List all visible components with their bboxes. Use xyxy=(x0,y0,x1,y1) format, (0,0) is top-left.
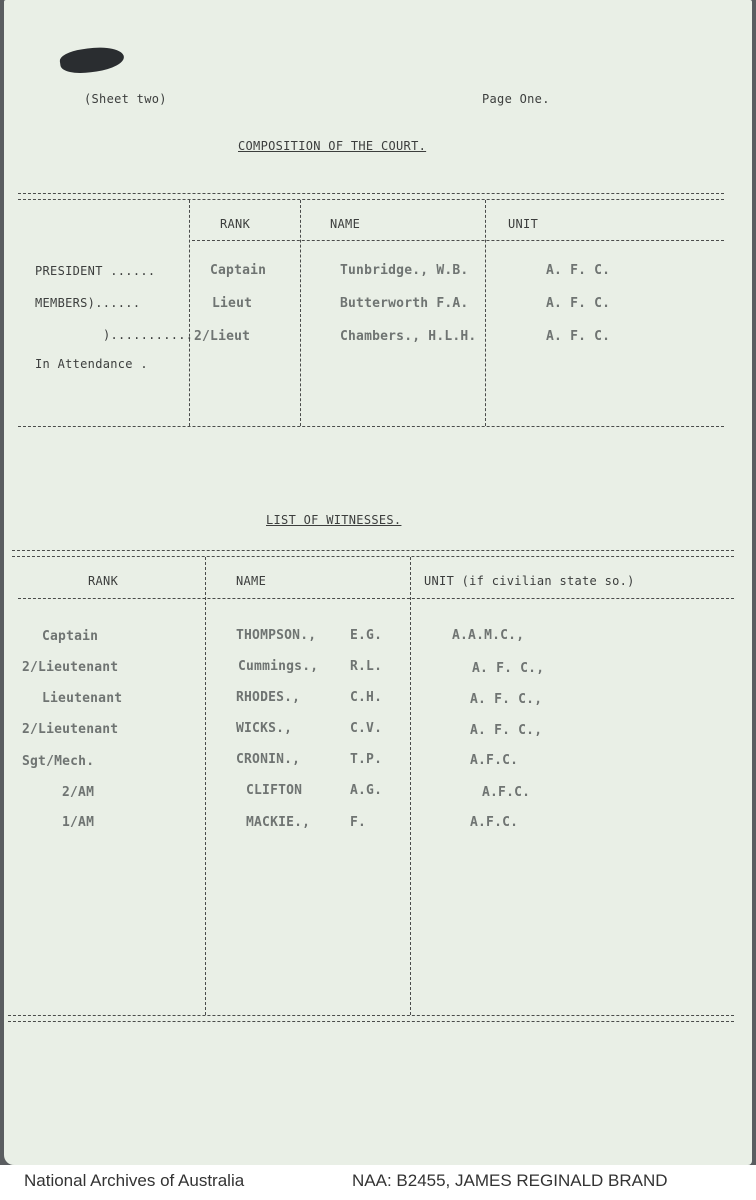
divider xyxy=(192,240,724,241)
divider xyxy=(8,1015,734,1016)
court-unit: A. F. C. xyxy=(546,296,611,311)
court-name: Butterworth F.A. xyxy=(340,296,469,311)
witness-initials: A.G. xyxy=(350,783,383,798)
divider xyxy=(18,598,734,599)
role-members-cont: )........... xyxy=(103,328,194,342)
witness-unit: A.F.C. xyxy=(470,815,519,830)
column-rule xyxy=(410,557,411,1015)
witness-col-name: NAME xyxy=(236,574,267,588)
court-rank: Captain xyxy=(210,263,267,278)
witness-name: WICKS., xyxy=(236,721,293,736)
divider xyxy=(18,193,724,194)
divider xyxy=(18,426,724,427)
witness-col-rank: RANK xyxy=(88,574,119,588)
witness-initials: R.L. xyxy=(350,659,383,674)
archive-footer xyxy=(0,1165,756,1200)
witness-col-unit: UNIT (if civilian state so.) xyxy=(424,574,635,588)
divider xyxy=(8,1021,734,1022)
witness-unit: A.A.M.C., xyxy=(452,628,525,643)
divider xyxy=(12,556,734,557)
witness-name: THOMPSON., xyxy=(236,628,317,643)
witness-unit: A. F. C., xyxy=(470,692,543,707)
witness-rank: Sgt/Mech. xyxy=(22,754,95,769)
court-rank: Lieut xyxy=(212,296,253,311)
witness-name: MACKIE., xyxy=(246,815,311,830)
witness-unit: A. F. C., xyxy=(472,661,545,676)
witness-rank: 2/Lieutenant xyxy=(22,722,119,737)
role-president: PRESIDENT ...... xyxy=(35,264,156,278)
page-label: Page One. xyxy=(482,92,550,106)
witness-rank: 2/AM xyxy=(62,785,95,800)
sheet-label: (Sheet two) xyxy=(84,92,167,106)
witness-rank: Lieutenant xyxy=(42,691,123,706)
witness-name: Cummings., xyxy=(238,659,319,674)
court-name: Chambers., H.L.H. xyxy=(340,329,477,344)
witness-initials: F. xyxy=(350,815,367,830)
witness-name: RHODES., xyxy=(236,690,301,705)
witness-rank: Captain xyxy=(42,629,99,644)
witness-rank: 1/AM xyxy=(62,815,95,830)
witness-unit: A. F. C., xyxy=(470,723,543,738)
column-rule xyxy=(189,200,190,426)
witness-rank: 2/Lieutenant xyxy=(22,660,119,675)
witness-initials: E.G. xyxy=(350,628,383,643)
witness-initials: T.P. xyxy=(350,752,383,767)
witness-name: CRONIN., xyxy=(236,752,301,767)
court-rank: 2/Lieut xyxy=(194,329,251,344)
archive-name: National Archives of Australia xyxy=(24,1171,245,1190)
court-col-name: NAME xyxy=(330,217,361,231)
court-title: COMPOSITION OF THE COURT. xyxy=(238,139,427,153)
witness-unit: A.F.C. xyxy=(482,785,531,800)
archive-reference: NAA: B2455, JAMES REGINALD BRAND xyxy=(352,1171,668,1190)
court-col-unit: UNIT xyxy=(508,217,539,231)
court-col-rank: RANK xyxy=(220,217,251,231)
column-rule xyxy=(205,557,206,1015)
witness-initials: C.V. xyxy=(350,721,383,736)
role-members: MEMBERS)...... xyxy=(35,296,141,310)
role-attendance: In Attendance . xyxy=(35,357,148,371)
witness-unit: A.F.C. xyxy=(470,753,519,768)
witness-name: CLIFTON xyxy=(246,783,303,798)
court-name: Tunbridge., W.B. xyxy=(340,263,469,278)
column-rule xyxy=(485,200,486,426)
court-unit: A. F. C. xyxy=(546,329,611,344)
court-unit: A. F. C. xyxy=(546,263,611,278)
divider xyxy=(12,550,734,551)
witness-initials: C.H. xyxy=(350,690,383,705)
column-rule xyxy=(300,200,301,426)
divider xyxy=(18,199,724,200)
witnesses-title: LIST OF WITNESSES. xyxy=(266,513,402,527)
